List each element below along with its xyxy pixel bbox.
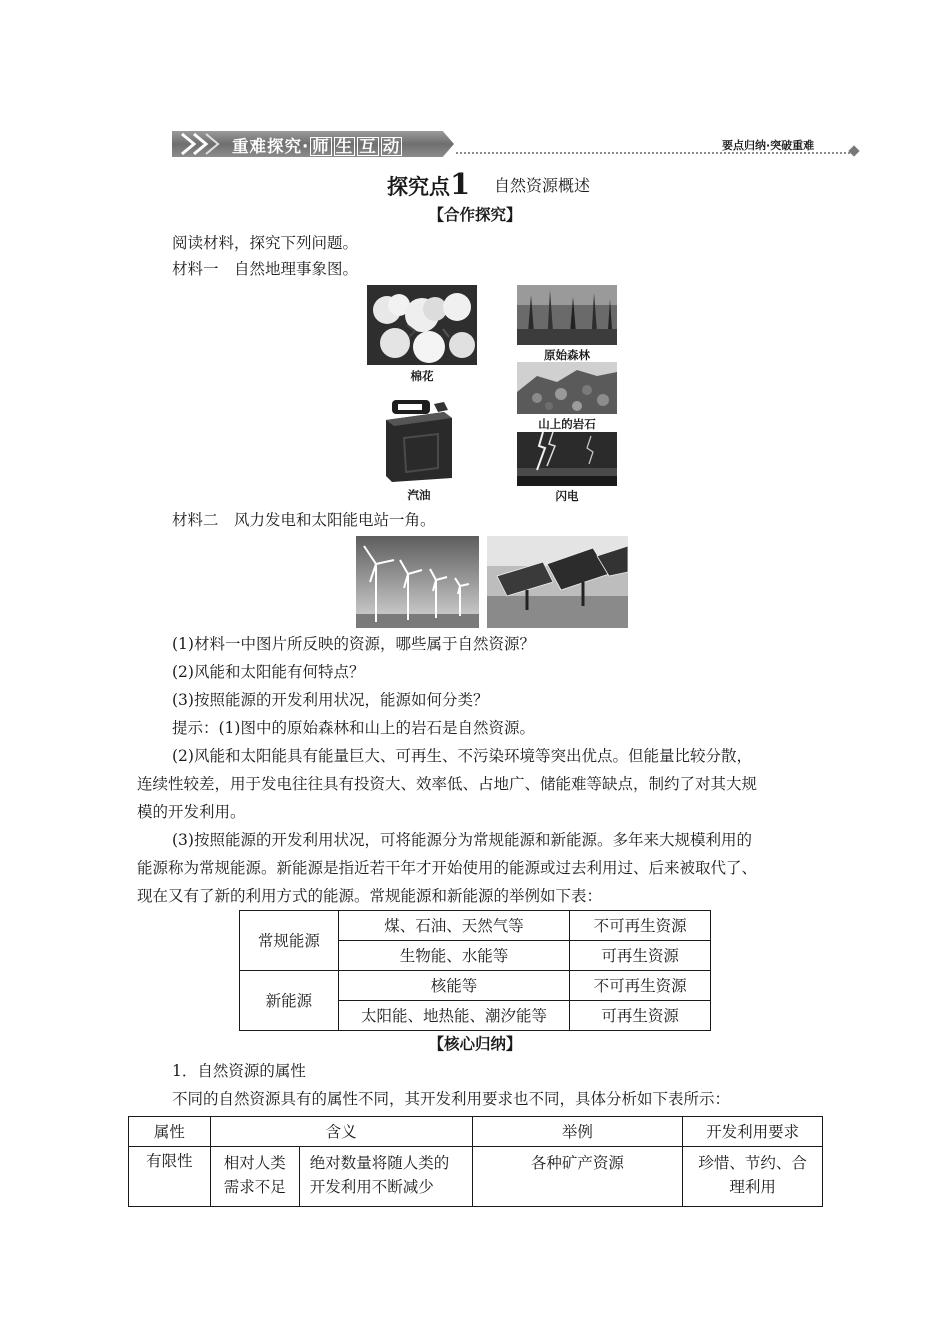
energy-type: 可再生资源 (570, 1001, 711, 1031)
rock-caption: 山上的岩石 (538, 417, 596, 431)
meaning-b-line: 开发利用不断减少 (309, 1178, 434, 1196)
material-two-label: 材料二 风力发电和太阳能电站一角。 (172, 511, 436, 529)
gasoline-caption: 汽油 (407, 488, 431, 502)
meaning-b-line: 绝对数量将随人类的 (309, 1154, 450, 1172)
resource-attribute-table (128, 1116, 823, 1207)
header-char: 互 (359, 137, 377, 156)
requirement-line: 理利用 (729, 1178, 776, 1196)
topic-subtitle: 自然资源概述 (494, 176, 591, 195)
material-one-label: 材料一 自然地理事象图。 (172, 260, 359, 278)
energy-type: 可再生资源 (570, 941, 711, 971)
diamond-icon (848, 145, 859, 156)
topic-title (387, 167, 470, 201)
header-char: 师 (312, 137, 330, 156)
table-row (240, 911, 711, 941)
cotton-caption: 棉花 (410, 369, 434, 383)
meaning-a-line: 需求不足 (223, 1178, 286, 1196)
wind-turbines-photo (356, 536, 479, 628)
requirement-line: 珍惜、节约、合 (698, 1154, 807, 1172)
header-char: 生 (335, 137, 354, 156)
column-header: 属性 (129, 1117, 211, 1147)
header-char: 动 (382, 137, 401, 156)
table-header-row (129, 1117, 823, 1147)
section-cooperative-inquiry: 【合作探究】 (428, 205, 522, 224)
header-title-text: 重难探究 (232, 137, 302, 156)
energy-type: 不可再生资源 (570, 911, 711, 941)
point-1-intro: 不同的自然资源具有的属性不同，其开发利用要求也不同，具体分析如下表所示： (172, 1090, 731, 1108)
answer-2-line: 连续性较差，用于发电往往具有投资大、效率低、占地广、储能难等缺点，制约了对其大规 (137, 775, 758, 793)
rock-photo (517, 362, 617, 414)
answer-2-line: 模的开发利用。 (137, 803, 246, 821)
example-cell (472, 1147, 683, 1207)
section-core-summary: 【核心归纳】 (428, 1034, 522, 1053)
meaning-cell-b (299, 1147, 472, 1207)
answer-3-line: 现在又有了新的利用方式的能源。常规能源和新能源的举例如下表： (137, 887, 603, 905)
energy-example: 核能等 (338, 971, 570, 1001)
energy-type: 不可再生资源 (570, 971, 711, 1001)
column-header: 举例 (472, 1117, 683, 1147)
answer-3-line: (3)按照能源的开发利用状况，可将能源分为常规能源和新能源。多年来大规模利用的 (172, 831, 752, 849)
lightning-photo (517, 432, 617, 486)
point-1-title: 1．自然资源的属性 (172, 1062, 306, 1080)
answer-3-line: 能源称为常规能源。新能源是指近若干年才开始使用的能源或过去利用过、后来被取代了、 (137, 859, 758, 877)
double-chevron-icon (178, 131, 228, 157)
question-2: (2)风能和太阳能有何特点？ (172, 663, 365, 681)
question-3: (3)按照能源的开发利用状况，能源如何分类？ (172, 691, 489, 709)
solar-panels-photo (487, 536, 628, 628)
intro-text: 阅读材料，探究下列问题。 (172, 234, 359, 252)
header-dot: · (302, 137, 310, 156)
forest-caption: 原始森林 (544, 348, 590, 362)
meaning-cell-a (210, 1147, 299, 1207)
answer-2-line: (2)风能和太阳能具有能量巨大、可再生、不污染环境等突出优点。但能量比较分散， (172, 747, 752, 765)
table-row (240, 971, 711, 1001)
topic-number: 1 (450, 167, 471, 201)
hint-text: 提示：(1)图中的原始森林和山上的岩石是自然资源。 (172, 719, 535, 737)
energy-group-name: 常规能源 (240, 911, 339, 971)
lightning-caption: 闪电 (555, 489, 579, 503)
attribute-cell: 有限性 (129, 1147, 211, 1207)
column-header: 开发利用要求 (683, 1117, 823, 1147)
topic-label: 探究点 (387, 175, 450, 199)
example-text: 各种矿产资源 (530, 1154, 624, 1172)
gasoline-can-photo (378, 398, 460, 484)
table-row (129, 1147, 823, 1207)
meaning-a-line: 相对人类 (223, 1154, 286, 1172)
section-header-title (232, 133, 403, 157)
cotton-photo (367, 285, 477, 365)
requirement-cell (683, 1147, 823, 1207)
header-right-label: 要点归纳·突破重难 (722, 139, 815, 152)
energy-classification-table (239, 910, 711, 1031)
column-header: 含义 (210, 1117, 472, 1147)
energy-example: 太阳能、地热能、潮汐能等 (338, 1001, 570, 1031)
energy-example: 生物能、水能等 (338, 941, 570, 971)
energy-example: 煤、石油、天然气等 (338, 911, 570, 941)
energy-group-name: 新能源 (240, 971, 339, 1031)
question-1: (1)材料一中图片所反映的资源，哪些属于自然资源？ (172, 635, 535, 653)
forest-photo (517, 285, 617, 345)
